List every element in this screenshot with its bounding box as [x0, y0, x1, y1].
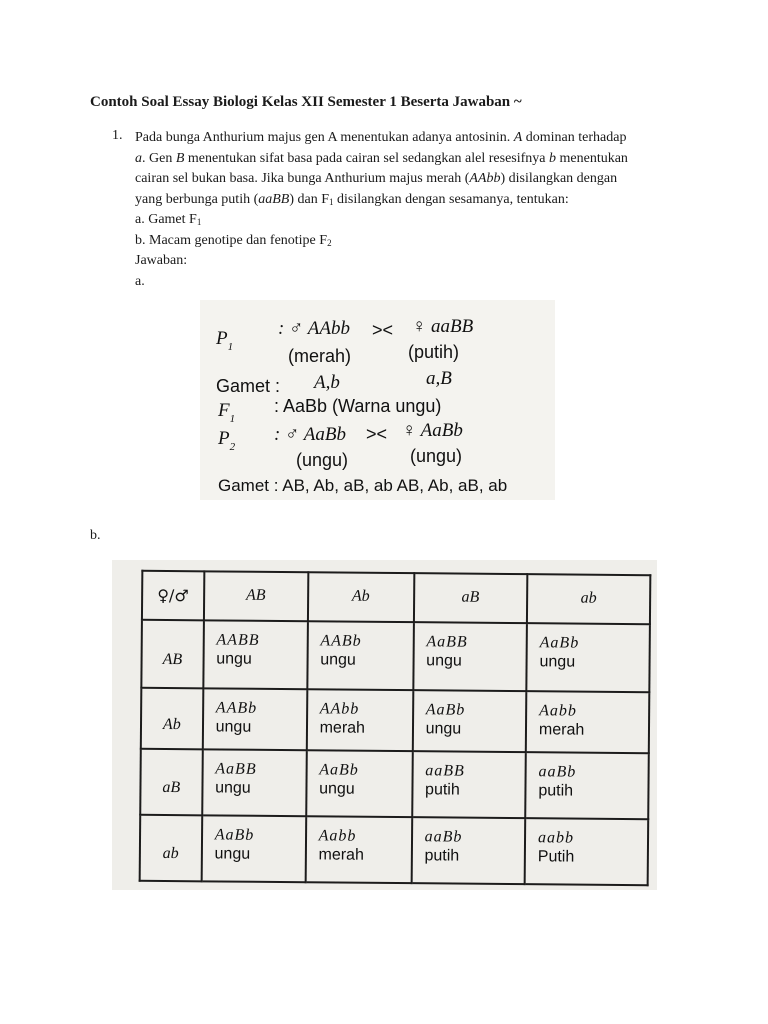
cell-genotype: AABB	[216, 631, 260, 649]
punnett-row	[140, 815, 649, 885]
question-text-segment: disilangkan dengan sesamanya, tentukan:	[333, 191, 569, 207]
p1-label: $P_1$	[216, 328, 234, 353]
p2-female-phenotype: (ungu)	[410, 446, 463, 466]
punnett-column-header: Ab	[308, 572, 414, 622]
part-b-label: b.	[90, 528, 101, 543]
punnett-row	[141, 620, 650, 692]
cell-genotype: aaBb	[538, 763, 577, 781]
punnett-cell	[306, 689, 413, 751]
question-text-segment: a.	[135, 273, 145, 289]
question-line	[135, 128, 675, 149]
p2-label: $P_2$	[218, 428, 236, 453]
punnett-square	[139, 570, 652, 886]
punnett-cell	[202, 688, 307, 750]
punnett-cell	[203, 620, 308, 689]
punnett-row-header: aB	[140, 749, 202, 815]
question-text-segment: ) dan F	[289, 191, 330, 207]
question-text-segment: menentukan sifat basa pada cairan sel sedangkan alel resesifnya	[184, 150, 550, 166]
f1-label: $F_1$	[218, 400, 236, 425]
cell-genotype: AaBb	[214, 826, 255, 844]
question-text-segment: Pada bunga Anthurium majus gen A menentukan adanya antosinin.	[135, 130, 514, 145]
question-text	[135, 128, 675, 292]
punnett-corner: ♀/♂	[142, 571, 204, 620]
punnett-cell	[525, 752, 649, 819]
punnett-cell	[305, 816, 412, 883]
p2-male-phenotype: (ungu)	[296, 450, 349, 470]
cell-genotype: AaBB	[215, 760, 257, 779]
cell-phenotype: merah	[318, 846, 364, 864]
punnett-row-header: Ab	[141, 688, 203, 750]
punnett-row-header: ab	[140, 815, 202, 881]
cell-phenotype: ungu	[216, 650, 252, 668]
gamet2-list: Gamet : AB, Ab, aB, ab AB, Ab, aB, ab	[218, 476, 508, 495]
question-line	[135, 251, 675, 272]
document-title: Contoh Soal Essay Biologi Kelas XII Semester 1 Beserta Jawaban ~	[90, 94, 522, 110]
punnett-row-header: AB	[141, 620, 203, 688]
question-text-segment: a	[135, 150, 142, 166]
p1-male-genotype: : ♂ AAbb	[278, 318, 350, 339]
p1-female-phenotype: (putih)	[408, 342, 460, 362]
cell-genotype: AABb	[320, 632, 362, 650]
cell-phenotype: ungu	[319, 780, 355, 798]
cell-phenotype: ungu	[425, 720, 462, 738]
punnett-column-header: aB	[414, 573, 528, 623]
punnett-cell	[413, 622, 527, 691]
cell-phenotype: putih	[538, 782, 574, 800]
cell-genotype: Aabb	[539, 702, 577, 720]
cell-genotype: aaBB	[425, 762, 465, 780]
cell-genotype: AaBb	[425, 701, 466, 719]
punnett-cell	[412, 751, 526, 818]
cell-genotype: AaBb	[539, 634, 580, 652]
punnett-cell	[526, 623, 650, 692]
cell-genotype: AABb	[215, 699, 258, 717]
question-text-segment: aaBB	[258, 191, 290, 207]
punnett-column-header: ab	[527, 574, 650, 624]
question-text-segment: menentukan	[556, 150, 628, 166]
cell-phenotype: merah	[538, 721, 585, 739]
cross-diagram-image	[200, 300, 555, 500]
gamet1-male: A,b	[314, 372, 340, 393]
punnett-square-image	[112, 560, 657, 890]
question-text-segment: B	[175, 150, 185, 166]
punnett-cell	[411, 817, 525, 884]
question-text-segment: AAbb	[469, 171, 501, 186]
cell-genotype: aabb	[537, 829, 575, 847]
punnett-cell	[412, 690, 526, 753]
punnett-row	[141, 688, 650, 754]
question-number: 1.	[112, 128, 123, 143]
f1-value: : AaBb (Warna ungu)	[274, 396, 442, 416]
cell-phenotype: putih	[424, 847, 460, 865]
cell-phenotype: ungu	[215, 718, 252, 736]
cell-phenotype: ungu	[320, 651, 356, 669]
cell-phenotype: Putih	[537, 848, 575, 866]
cross-symbol-2: ><	[366, 424, 388, 444]
punnett-cell	[202, 750, 307, 817]
cell-phenotype: ungu	[426, 652, 462, 670]
cell-phenotype: ungu	[215, 779, 251, 798]
p1-female-genotype: ♀ aaBB	[412, 316, 474, 337]
cell-genotype: AAbb	[319, 700, 360, 718]
punnett-cell	[306, 751, 413, 818]
cell-genotype: AaBb	[319, 761, 359, 780]
cell-phenotype: ungu	[214, 845, 251, 863]
question-line	[135, 272, 675, 293]
question-text-segment: 2	[327, 237, 332, 248]
punnett-column-header: AB	[204, 571, 308, 621]
cell-genotype: Aabb	[318, 827, 357, 845]
punnett-cell	[201, 815, 306, 882]
question-line	[135, 169, 675, 190]
question-text-segment: a. Gamet F	[135, 212, 197, 227]
question-text-segment: b. Macam genotipe dan fenotipe F	[135, 232, 328, 248]
punnett-cell	[526, 691, 650, 754]
cell-genotype: aaBb	[424, 828, 463, 846]
punnett-cell	[525, 818, 649, 885]
question-text-segment: A	[513, 130, 523, 145]
question-text-segment: Jawaban:	[135, 253, 188, 268]
p2-male-genotype: : ♂ AaBb	[274, 424, 346, 445]
question-text-segment: b	[549, 150, 557, 166]
cell-phenotype: ungu	[539, 653, 576, 671]
question-text-segment: ) disilangkan dengan	[500, 171, 618, 186]
gamet1-female: a,B	[426, 368, 452, 389]
p1-male-phenotype: (merah)	[288, 346, 352, 366]
gamet1-label: Gamet :	[216, 376, 281, 396]
question-text-segment: 1	[329, 196, 334, 207]
question-text-segment: dominan terhadap	[522, 130, 627, 145]
question-line	[135, 149, 675, 170]
question-text-segment: 1	[196, 217, 202, 227]
question-line	[135, 231, 675, 252]
punnett-cell	[307, 621, 414, 690]
cell-phenotype: merah	[319, 719, 366, 737]
question-line	[135, 190, 675, 211]
p2-female-genotype: ♀ AaBb	[402, 420, 463, 441]
cell-phenotype: putih	[425, 781, 460, 799]
cross-symbol: ><	[372, 320, 394, 340]
question-text-segment: . Gen	[142, 150, 176, 166]
cell-genotype: AaBB	[426, 633, 468, 651]
question-line	[135, 210, 675, 231]
question-text-segment: yang berbunga putih (	[135, 191, 259, 207]
punnett-row	[140, 749, 649, 819]
question-text-segment: cairan sel bukan basa. Jika bunga Anthurium majus merah (	[135, 171, 470, 186]
